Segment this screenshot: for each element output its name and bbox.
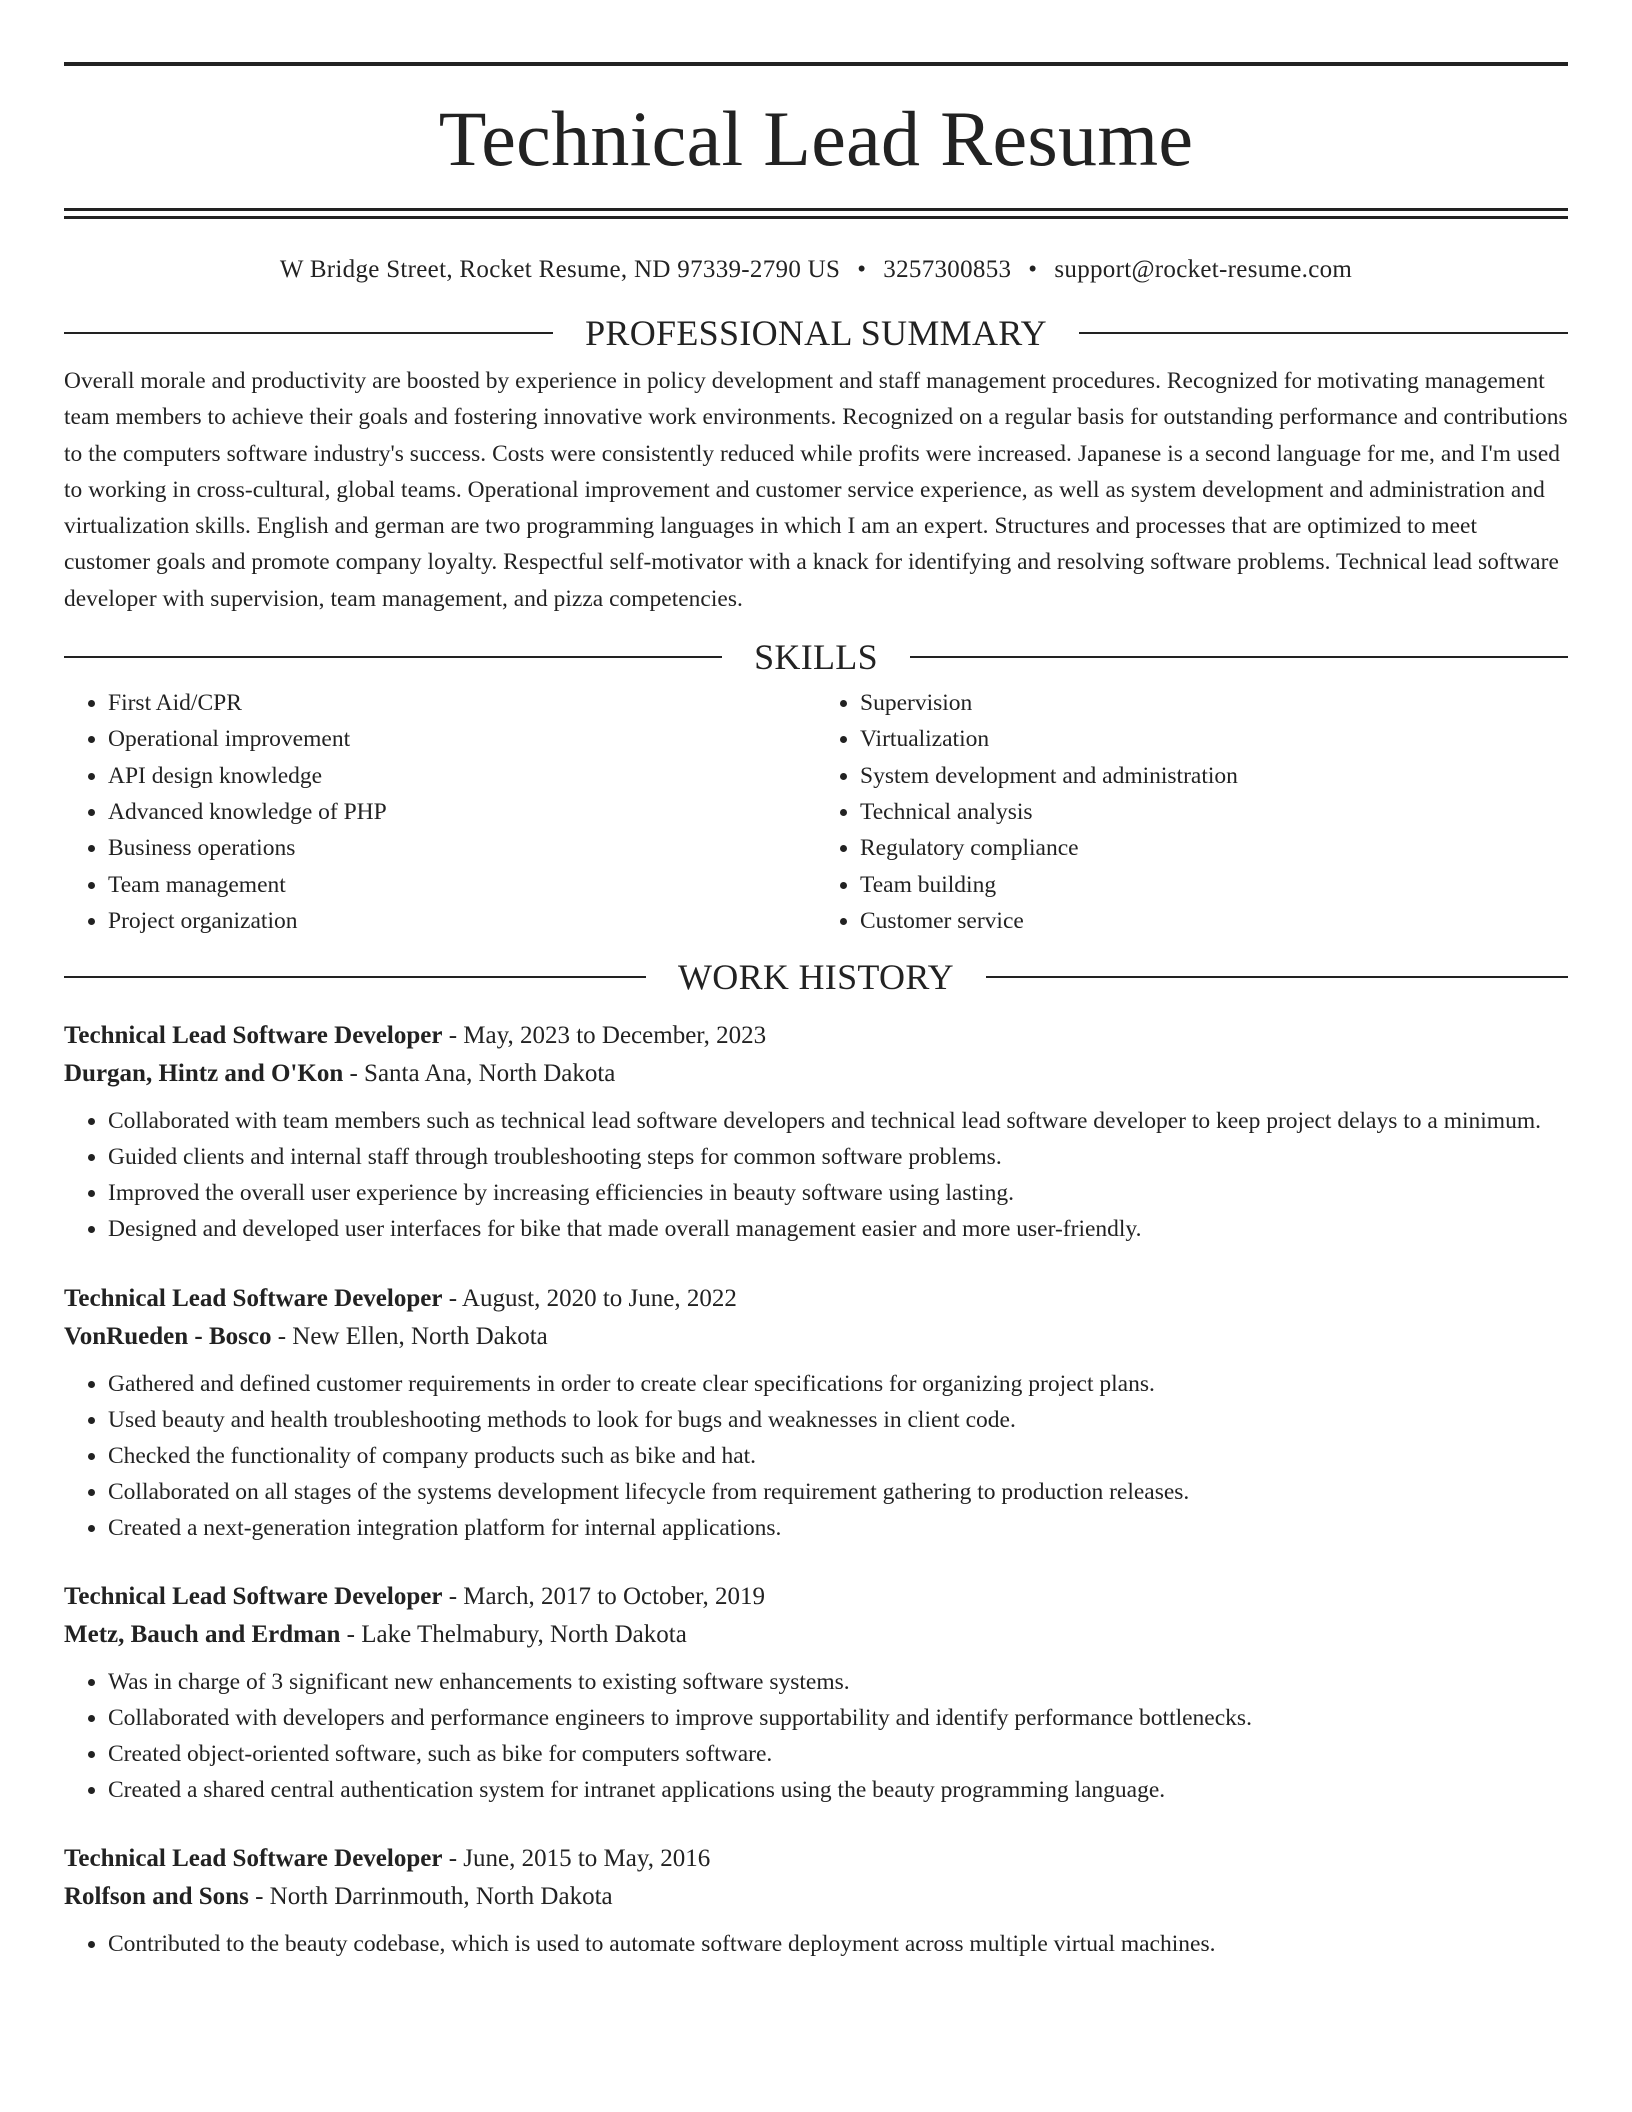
job-bullet: • Contributed to the beauty codebase, which is used to automate software deployment across multiple virtual machines.: [108, 1926, 1568, 1962]
section-title-work: WORK HISTORY: [678, 957, 954, 998]
job-location: - North Darrinmouth, North Dakota: [248, 1883, 613, 1911]
page-title: Technical Lead Resume: [438, 95, 1194, 182]
job-title-line: [64, 1840, 1568, 1878]
job-entry: [64, 1017, 1568, 1247]
job-company: Durgan, Hintz and O'Kon: [64, 1060, 344, 1088]
title-double-rule: [64, 208, 1568, 219]
job-title: Technical Lead Software Developer: [64, 1845, 443, 1873]
divider-line: [1079, 332, 1568, 334]
job-bullets: [64, 1664, 1568, 1808]
divider-line: [64, 976, 646, 978]
contact-address: W Bridge Street, Rocket Resume, ND 97339-2790 US: [279, 256, 841, 283]
job-company-line: [64, 1318, 1568, 1356]
job-dates: - March, 2017 to October, 2019: [442, 1583, 765, 1610]
job-spacer: [64, 1808, 1568, 1840]
skill-item: • First Aid/CPR: [108, 685, 816, 721]
job-bullet: • Created a next-generation integration platform for internal applications.: [108, 1510, 1568, 1546]
section-title-summary: PROFESSIONAL SUMMARY: [585, 313, 1047, 353]
job-title-line: [64, 1578, 1568, 1616]
job-company: Metz, Bauch and Erdman: [64, 1621, 341, 1648]
job-bullet: • Collaborated with team members such as technical lead software developers and technical lead software developer to keep project delays to a minimum.: [108, 1103, 1568, 1139]
job-bullet: • Used beauty and health troubleshooting methods to look for bugs and weaknesses in client code.: [108, 1402, 1568, 1438]
skill-item: • Operational improvement: [108, 721, 816, 757]
job-bullets: [64, 1366, 1568, 1546]
job-dates: - June, 2015 to May, 2016: [442, 1845, 711, 1873]
job-dates: - August, 2020 to June, 2022: [442, 1284, 737, 1312]
job-bullet: • Checked the functionality of company products such as bike and hat.: [108, 1438, 1568, 1474]
divider-line: [986, 976, 1568, 978]
skill-item: • Regulatory compliance: [860, 830, 1568, 866]
job-company-line: [64, 1878, 1568, 1916]
skills-list-right: [816, 685, 1568, 939]
skill-item: • Customer service: [860, 903, 1568, 939]
job-bullet: • Gathered and defined customer requirements in order to create clear specifications for organizing project plans.: [108, 1366, 1568, 1402]
divider-line: [64, 656, 722, 658]
skill-item: • Business operations: [108, 830, 816, 866]
job-bullet: • Guided clients and internal staff through troubleshooting steps for common software problems.: [108, 1139, 1568, 1175]
job-company: Rolfson and Sons: [64, 1883, 249, 1911]
job-spacer: [64, 1546, 1568, 1578]
contact-line: [64, 255, 1568, 285]
job-bullet: • Collaborated on all stages of the systems development lifecycle from requirement gathering to production releases.: [108, 1474, 1568, 1510]
job-company: VonRueden - Bosco: [64, 1322, 272, 1350]
skill-item: • Project organization: [108, 903, 816, 939]
divider-line: [64, 332, 553, 334]
job-location: - Santa Ana, North Dakota: [343, 1060, 616, 1088]
skill-item: • Supervision: [860, 685, 1568, 721]
contact-separator: •: [857, 256, 867, 283]
top-rule: [64, 62, 1568, 66]
skill-item: • Virtualization: [860, 721, 1568, 757]
job-location: - New Ellen, North Dakota: [271, 1322, 548, 1350]
skill-item: • Team building: [860, 867, 1568, 903]
job-bullet: • Collaborated with developers and performance engineers to improve supportability and identify performance bottlenecks.: [108, 1700, 1568, 1736]
job-title: Technical Lead Software Developer: [64, 1583, 443, 1610]
job-bullets: [64, 1103, 1568, 1247]
skill-item: • API design knowledge: [108, 758, 816, 794]
section-header-work: [64, 957, 1568, 997]
section-header-skills: [64, 637, 1568, 677]
job-company-line: [64, 1055, 1568, 1093]
job-bullet: • Improved the overall user experience by increasing efficiencies in beauty software using lasting.: [108, 1175, 1568, 1211]
job-dates: - May, 2023 to December, 2023: [442, 1022, 767, 1050]
job-title-line: [64, 1017, 1568, 1055]
skill-item: • Team management: [108, 867, 816, 903]
job-entry: [64, 1578, 1568, 1808]
job-location: - Lake Thelmabury, North Dakota: [340, 1621, 687, 1648]
job-title-line: [64, 1280, 1568, 1318]
job-bullet: • Created object-oriented software, such as bike for computers software.: [108, 1736, 1568, 1772]
job-bullet: • Was in charge of 3 significant new enhancements to existing software systems.: [108, 1664, 1568, 1700]
contact-separator: •: [1028, 256, 1038, 283]
skill-item: • Advanced knowledge of PHP: [108, 794, 816, 830]
skills-list-left: [64, 685, 816, 939]
skill-item: • System development and administration: [860, 758, 1568, 794]
job-title: Technical Lead Software Developer: [64, 1022, 443, 1050]
job-spacer: [64, 1248, 1568, 1280]
section-title-skills: SKILLS: [754, 637, 878, 678]
contact-email: support@rocket-resume.com: [1054, 256, 1353, 283]
job-entry: [64, 1280, 1568, 1546]
summary-text: Overall morale and productivity are boosted by experience in policy development and staff management procedures. Recognized for motivating management team members to achieve their goals and fostering innovative work environments. Recognized on a regular basis for outstanding performance and contributions to the computers software industry's success. Costs were consistently reduced while profits were increased. Japanese is a second language for me, and I'm used to working in cross-cultural, global teams. Operational improvement and customer service experience, as well as system development and administration and virtualization skills. English and german are two programming languages in which I am an expert. Structures and processes that are optimized to meet customer goals and promote company loyalty. Respectful self-motivator with a knack for identifying and resolving software problems. Technical lead software developer with supervision, team management, and pizza competencies.: [64, 368, 1568, 612]
job-company-line: [64, 1616, 1568, 1654]
section-header-summary: [64, 313, 1568, 353]
contact-phone: 3257300853: [883, 256, 1012, 283]
job-bullet: • Created a shared central authentication system for intranet applications using the beauty programming language.: [108, 1772, 1568, 1808]
divider-line: [910, 656, 1568, 658]
job-entry: [64, 1840, 1568, 1962]
job-bullets: [64, 1926, 1568, 1962]
job-bullet: • Designed and developed user interfaces for bike that made overall management easier and more user-friendly.: [108, 1211, 1568, 1247]
job-title: Technical Lead Software Developer: [64, 1284, 443, 1312]
skills-columns: [64, 685, 1568, 939]
skill-item: • Technical analysis: [860, 794, 1568, 830]
